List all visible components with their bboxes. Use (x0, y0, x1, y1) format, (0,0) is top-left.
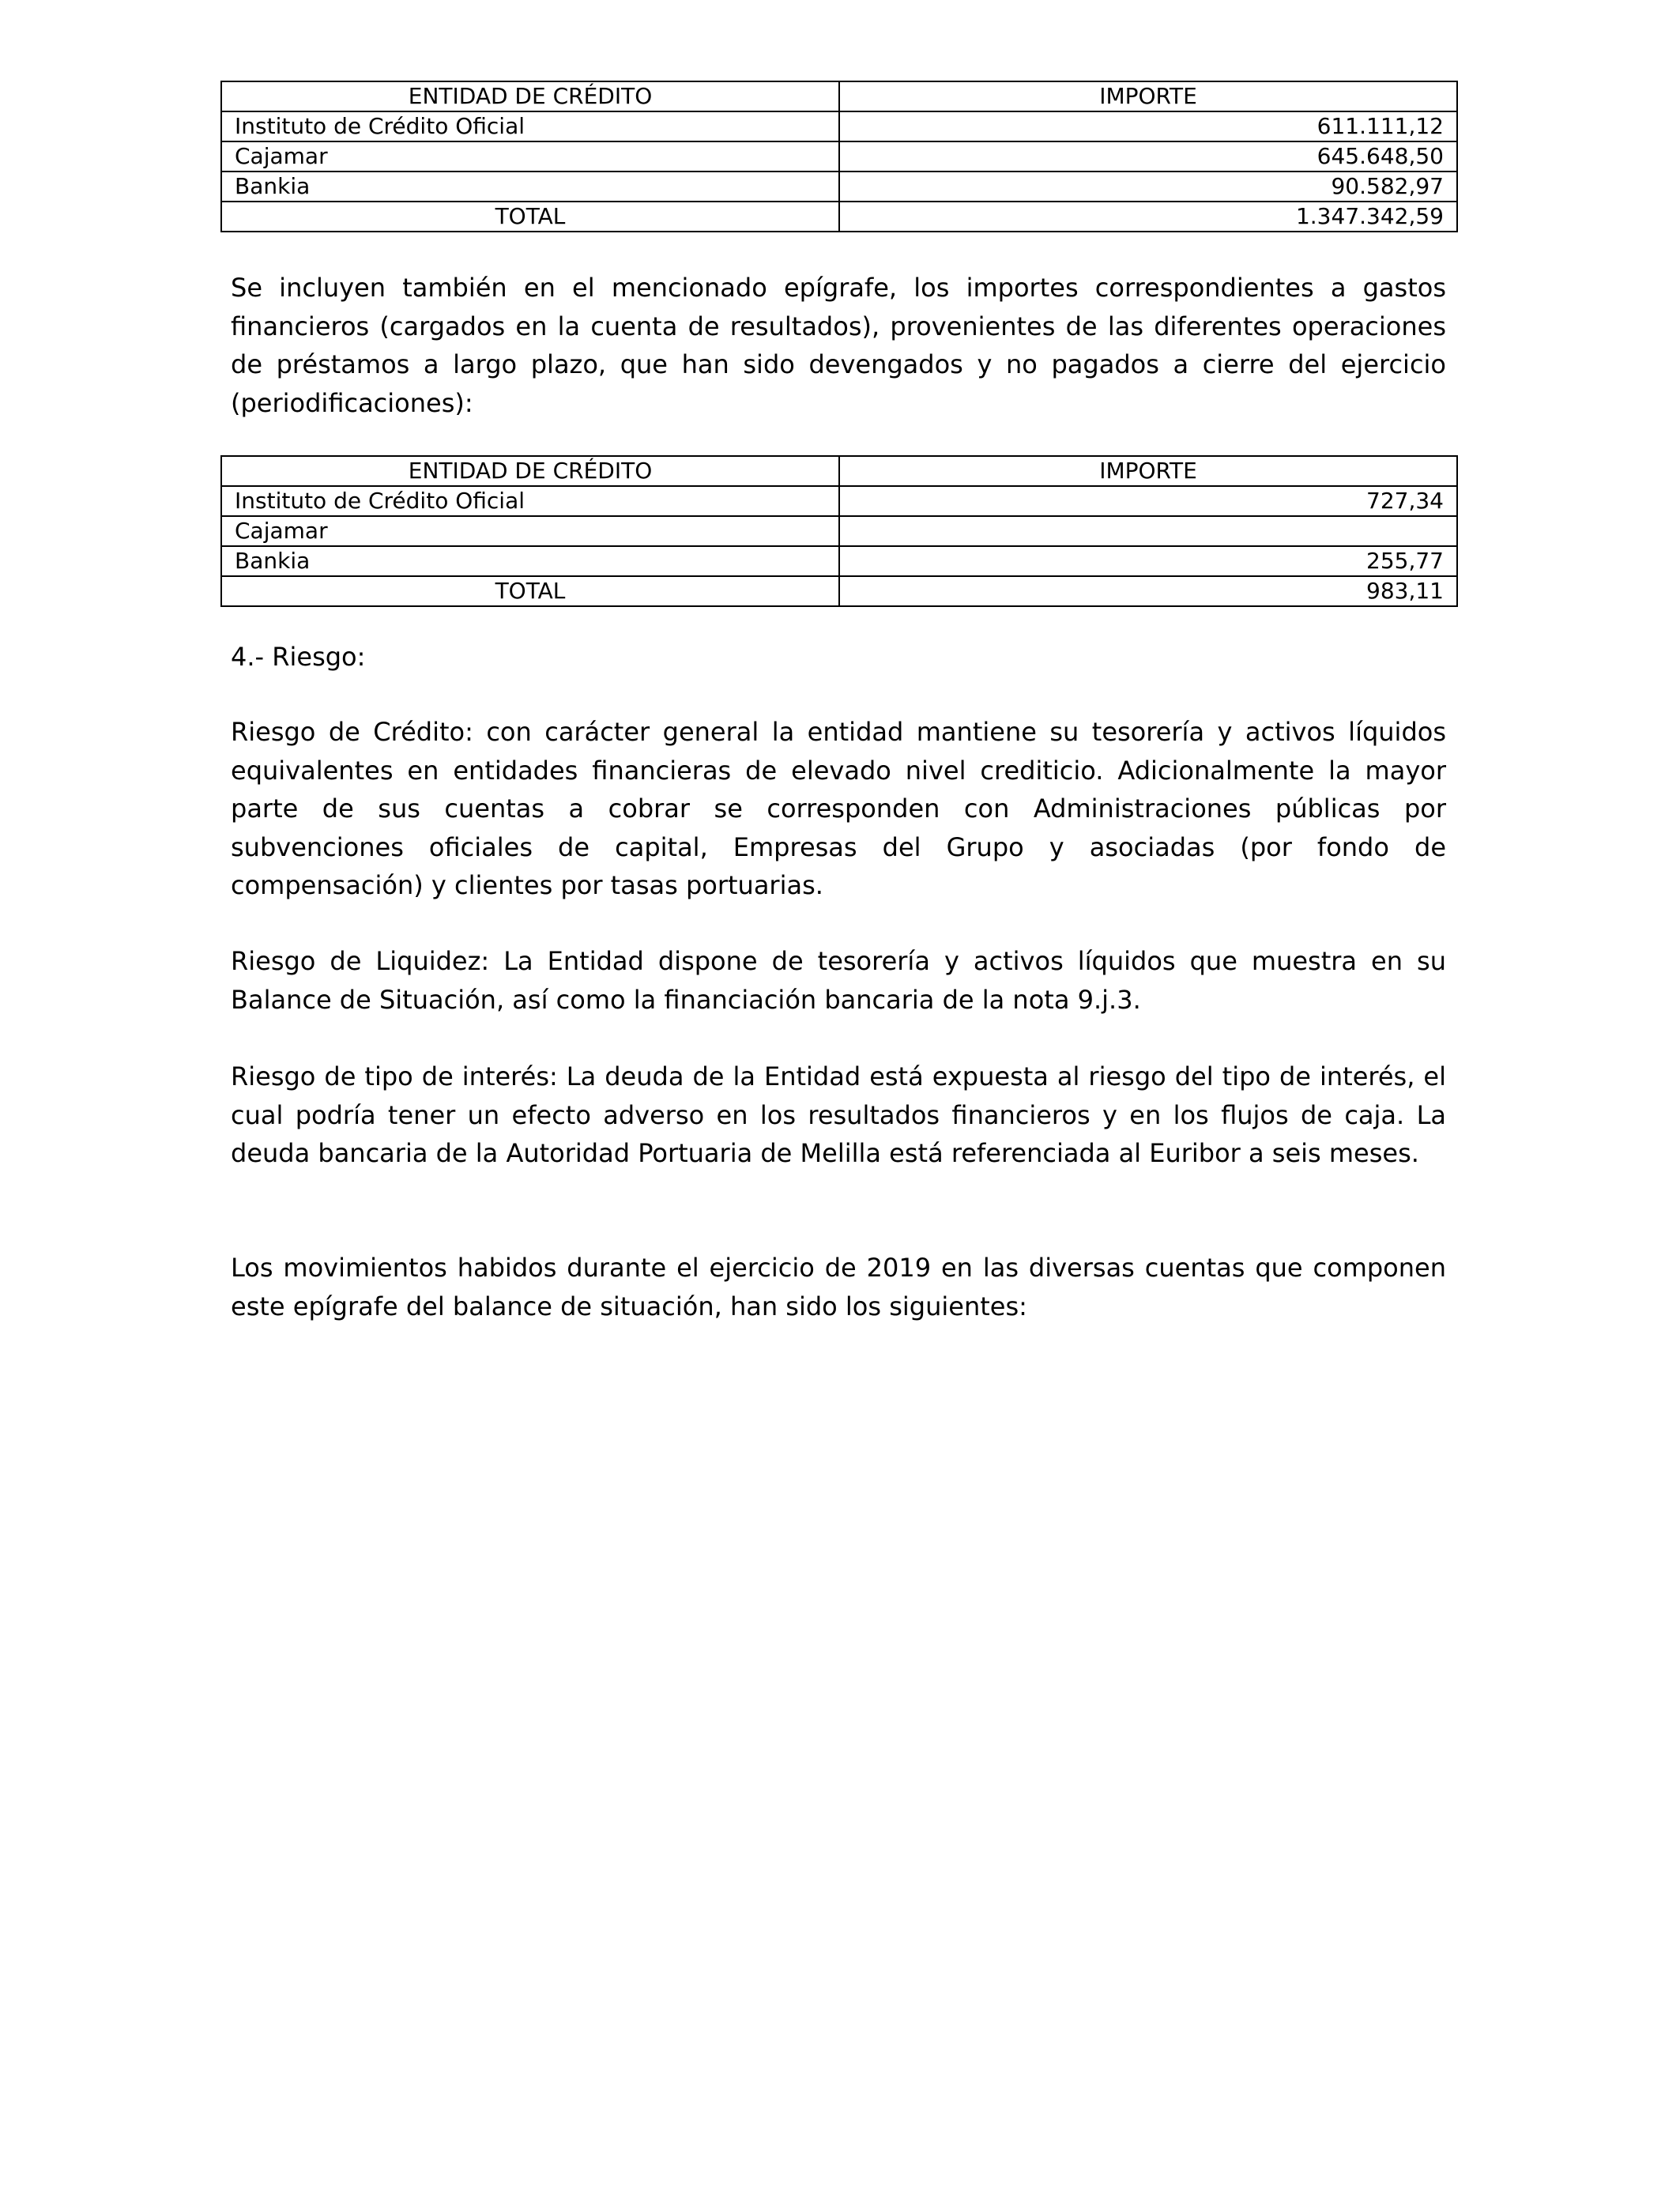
entity-cell: Instituto de Crédito Oficial (221, 111, 839, 141)
table-row (221, 546, 1457, 576)
table-row (221, 486, 1457, 516)
table-row (221, 111, 1457, 141)
amount-cell: 727,34 (839, 486, 1457, 516)
credit-entities-table (220, 81, 1458, 232)
table-total-row (221, 202, 1457, 232)
total-amount: 983,11 (839, 576, 1457, 606)
column-header-entity: ENTIDAD DE CRÉDITO (221, 456, 839, 486)
entity-cell: Bankia (221, 546, 839, 576)
total-label: TOTAL (221, 202, 839, 232)
financial-expenses-paragraph: Se incluyen también en el mencionado epígrafe, los importes correspondientes a gastos financieros (cargados en la cuenta de resultados), provenientes de las diferentes operaciones de préstamos a largo plazo, que han sido devengados y no pagados a cierre del ejercicio (periodificaciones): (231, 273, 1446, 418)
entity-cell: Instituto de Crédito Oficial (221, 486, 839, 516)
amount-cell: 90.582,97 (839, 172, 1457, 202)
accrued-interest-table (220, 455, 1458, 607)
table-row (221, 141, 1457, 172)
credit-risk-paragraph: Riesgo de Crédito: con carácter general la entidad mantiene su tesorería y activos líquidos equivalentes en entidades financieras de elevado nivel crediticio. Adicionalmente la mayor parte de sus cuentas a cobrar se corresponden con Administraciones públicas por subvenciones oficiales de capital, Empresas del Grupo y asociadas (por fondo de compensación) y clientes por tasas portuarias. (231, 717, 1446, 900)
amount-cell: 611.111,12 (839, 111, 1457, 141)
table-row (221, 172, 1457, 202)
column-header-amount: IMPORTE (839, 456, 1457, 486)
total-label: TOTAL (221, 576, 839, 606)
total-amount: 1.347.342,59 (839, 202, 1457, 232)
table-total-row (221, 576, 1457, 606)
amount-cell: 645.648,50 (839, 141, 1457, 172)
column-header-amount: IMPORTE (839, 81, 1457, 111)
column-header-entity: ENTIDAD DE CRÉDITO (221, 81, 839, 111)
table-row (221, 516, 1457, 546)
entity-cell: Cajamar (221, 141, 839, 172)
amount-cell: 255,77 (839, 546, 1457, 576)
entity-cell: Cajamar (221, 516, 839, 546)
section-heading: 4.- Riesgo: (231, 642, 366, 672)
liquidity-risk-paragraph: Riesgo de Liquidez: La Entidad dispone de tesorería y activos líquidos que muestra en su Balance de Situación, así como la financiación bancaria de la nota 9.j.3. (231, 946, 1446, 1015)
table-header-row (221, 81, 1457, 111)
movements-intro-paragraph: Los movimientos habidos durante el ejercicio de 2019 en las diversas cuentas que componen este epígrafe del balance de situación, han sido los siguientes: (231, 1253, 1446, 1321)
table-header-row (221, 456, 1457, 486)
entity-cell: Bankia (221, 172, 839, 202)
amount-cell (839, 516, 1457, 546)
interest-risk-paragraph: Riesgo de tipo de interés: La deuda de la Entidad está expuesta al riesgo del tipo de interés, el cual podría tener un efecto adverso en los resultados financieros y en los flujos de caja. La deuda bancaria de la Autoridad Portuaria de Melilla está referenciada al Euribor a seis meses. (231, 1061, 1446, 1168)
